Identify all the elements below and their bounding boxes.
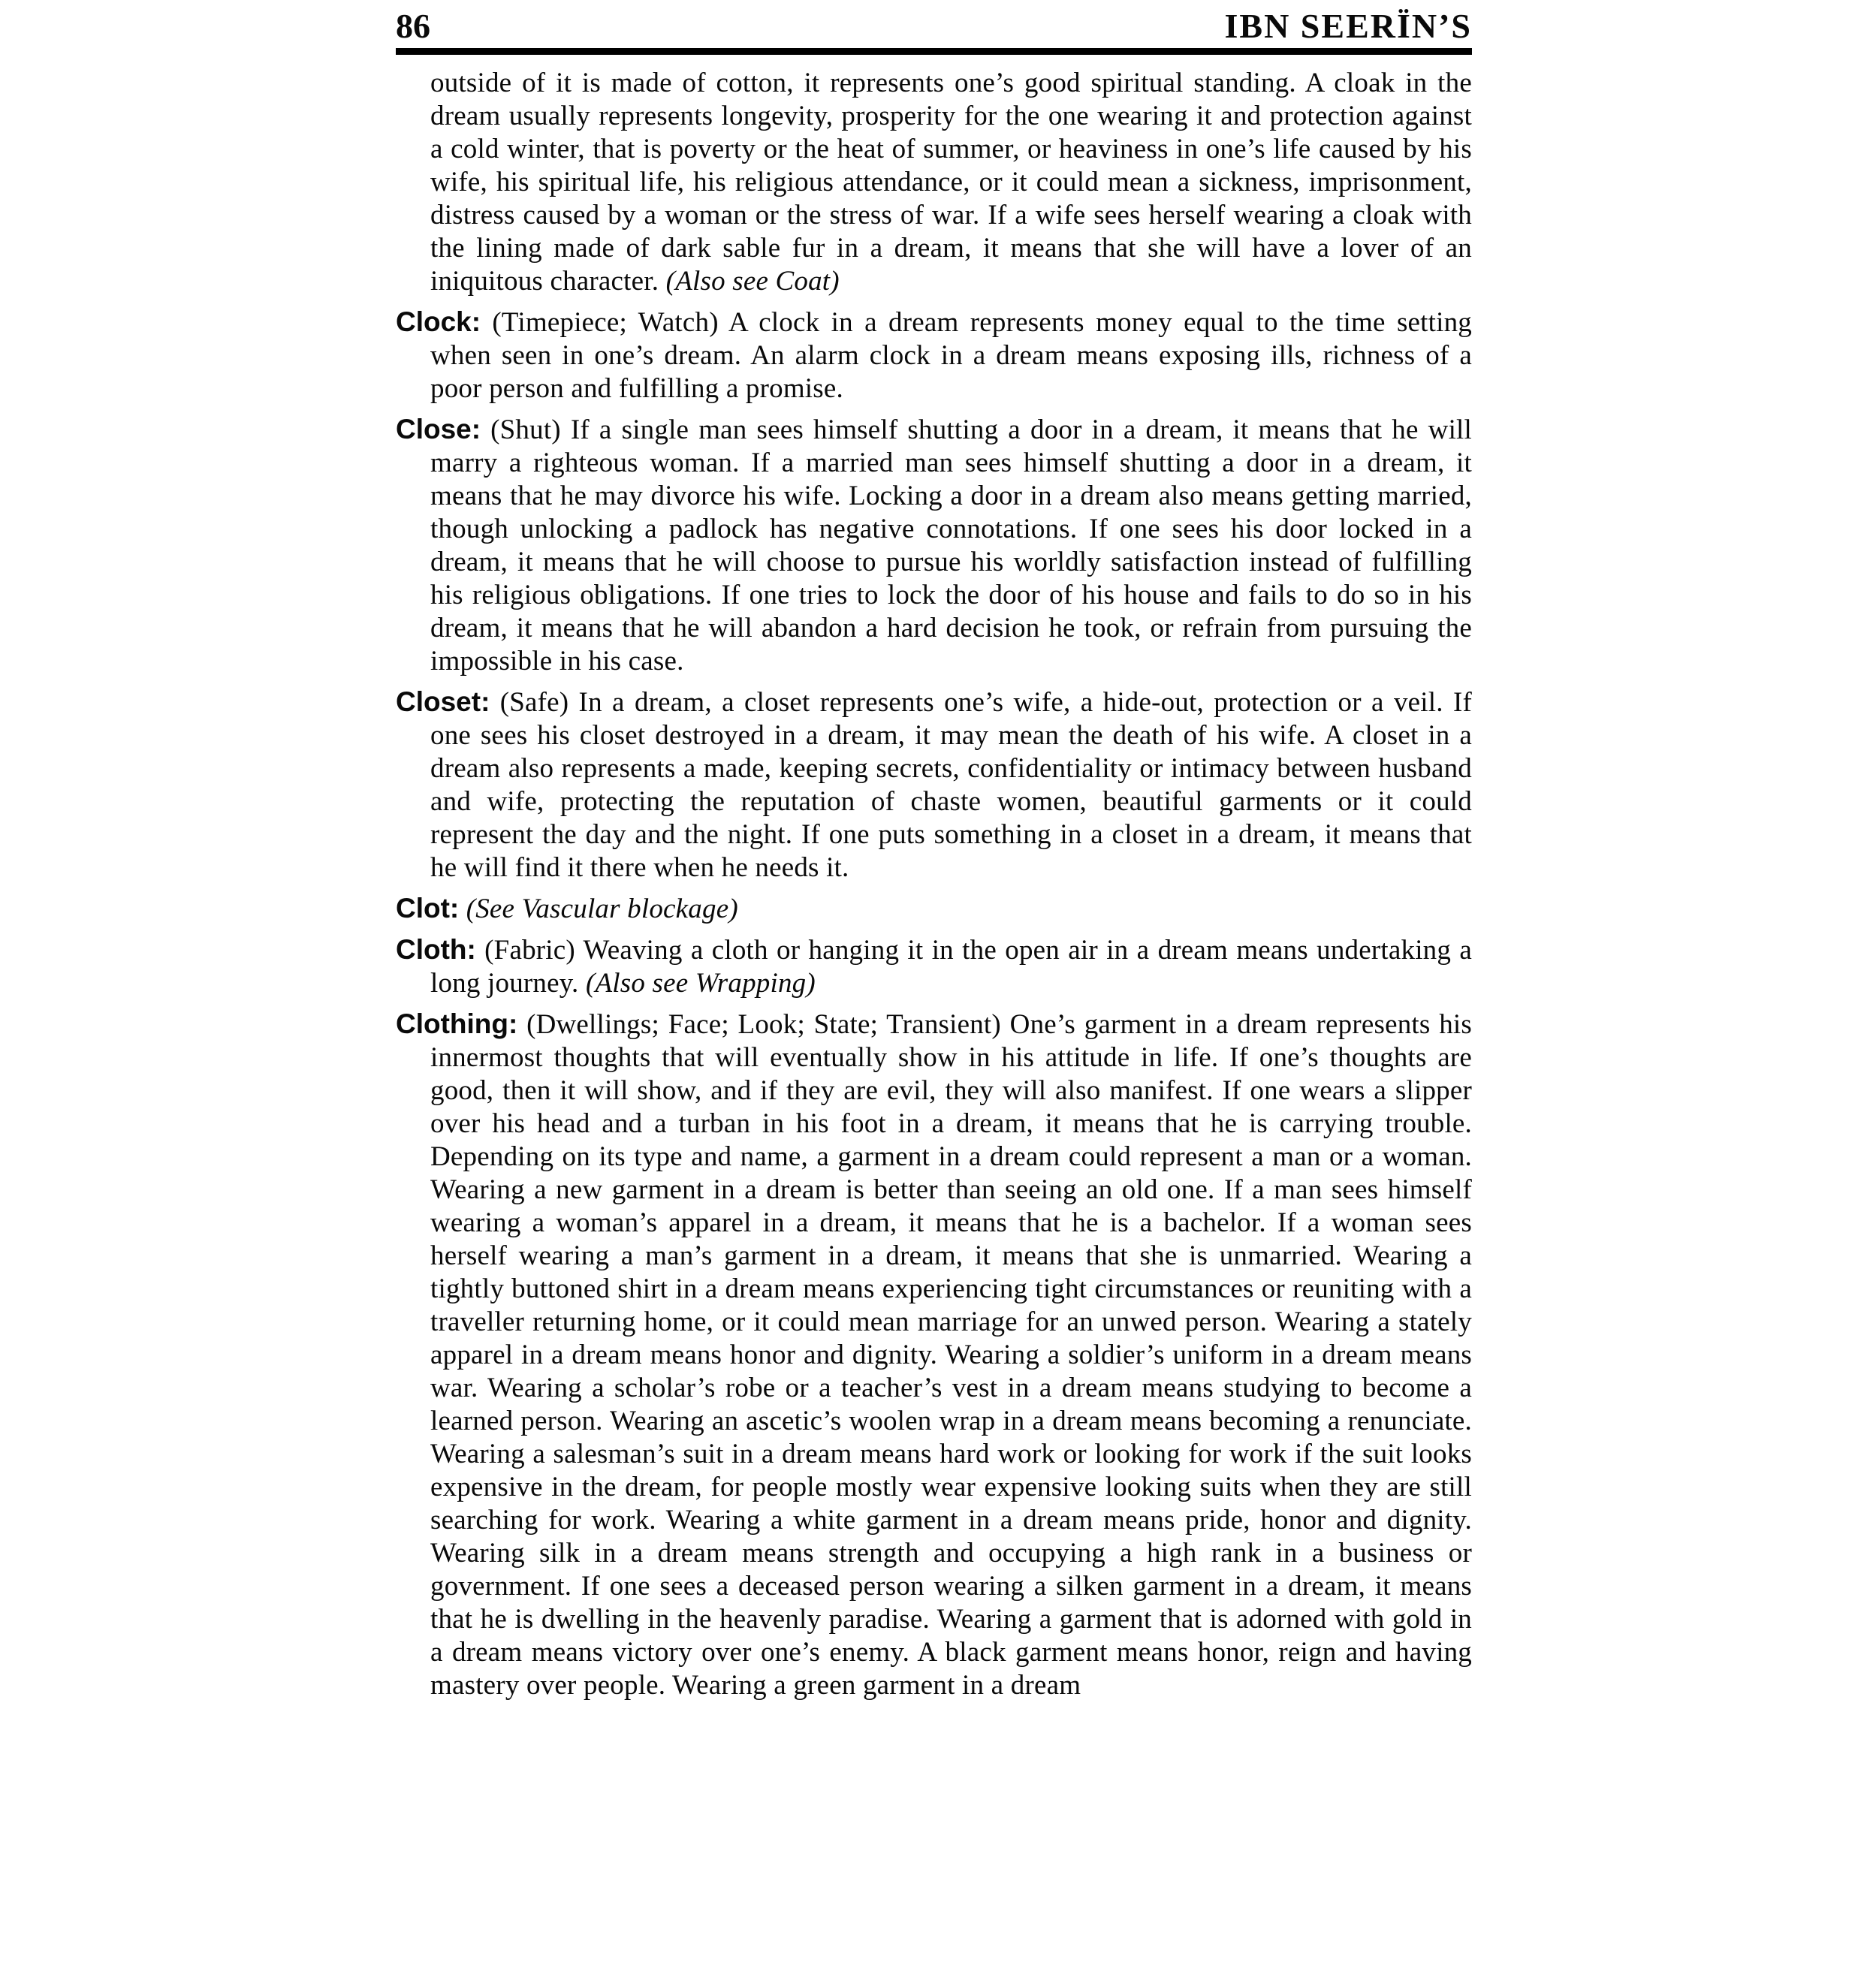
- entry-headword: Clot:: [396, 893, 460, 924]
- entry-clothing: [396, 1008, 1472, 1702]
- running-header-title: IBN SEERÏN’S: [1224, 7, 1472, 45]
- entry-body-text: (Timepiece; Watch) A clock in a dream represents money equal to the time setting when seen in one’s dream. An alarm clock in a dream means exposing ills, richness of a poor person and fulfilling a promise.: [430, 307, 1473, 404]
- entry-body-text: (Fabric) Weaving a cloth or hanging it in the open air in a dream means undertaking a long journey.: [430, 935, 1472, 999]
- entry-body-text: (Dwellings; Face; Look; State; Transient) One’s garment in a dream represents his innermost thoughts that will eventually show in his attitude in life. If one’s thoughts are good, then it will show, and if they are evil, they will also manifest. If one wears a slipper over his head and a turban in his foot in a dream, it means that he is carrying trouble. Depending on its type and name, a garment in a dream could represent a man or a woman. Wearing a new garment in a dream is better than seeing an old one. If a man sees himself wearing a woman’s apparel in a dream, it means that he is a bachelor. If a woman sees herself wearing a man’s garment in a dream, it means that she is unmarried. Wearing a tightly buttoned shirt in a dream means experiencing tight circumstances or reuniting with a traveller returning home, or it could mean marriage for an unwed person. Wearing a stately apparel in a dream means honor and dignity. Wearing a soldier’s uniform in a dream means war. Wearing a scholar’s robe or a teacher’s vest in a dream means studying to become a learned person. Wearing an ascetic’s woolen wrap in a dream means becoming a renunciate. Wearing a salesman’s suit in a dream means hard work or looking for work if the suit looks expensive in the dream, for people mostly wear expensive looking suits when they are still searching for work. Wearing a white garment in a dream means pride, honor and dignity. Wearing silk in a dream means strength and occupying a high rank in a business or government. If one sees a deceased person wearing a silken garment in a dream, it means that he is dwelling in the heavenly paradise. Wearing a garment that is adorned with gold in a dream means victory over one’s enemy. A black garment means honor, reign and having mastery over people. Wearing a green garment in a dream: [430, 1009, 1472, 1701]
- entry-clock: [396, 306, 1472, 405]
- entry-headword: Cloth:: [396, 934, 476, 965]
- entry-cross-reference: (Also see Coat): [665, 266, 840, 297]
- page-number: 86: [396, 7, 430, 45]
- entry-body-text: (Shut) If a single man sees himself shutting a door in a dream, it means that he will marry a righteous woman. If a married man sees himself shutting a door in a dream, it means that he may divorce his wife. Locking a door in a dream also means getting married, though unlocking a padlock has negative connotations. If one sees his door locked in a dream, it means that he will choose to pursue his worldly satisfaction instead of fulfilling his religious obligations. If one tries to lock the door of his house and fails to do so in his dream, it means that he will abandon a hard decision he took, or refrain from pursuing the impossible in his case.: [430, 414, 1473, 677]
- entry-closet: [396, 686, 1472, 885]
- entry-body-text: (Safe) In a dream, a closet represents one’s wife, a hide-out, protection or a veil. If one sees his closet destroyed in a dream, it may mean the death of his wife. A closet in a dream also represents a made, keeping secrets, confidentiality or intimacy between husband and wife, protecting the reputation of chaste women, beautiful garments or it could represent the day and the night. If one puts something in a closet in a dream, it means that he will find it there when he needs it.: [430, 687, 1472, 883]
- header-rule: [396, 48, 1472, 55]
- book-page: [396, 8, 1472, 1710]
- entry-close: [396, 413, 1472, 678]
- entry-cloth: [396, 933, 1472, 1000]
- entry-cloak-continuation: [396, 67, 1472, 298]
- entry-headword: Closet:: [396, 686, 490, 717]
- entry-headword: Close:: [396, 414, 481, 445]
- entry-headword: Clock:: [396, 306, 481, 337]
- entry-cross-reference: (See Vascular blockage): [466, 894, 738, 924]
- page-body: [396, 55, 1472, 1702]
- page-header: [396, 8, 1472, 45]
- entry-body-text: outside of it is made of cotton, it represents one’s good spiritual standing. A cloak in the dream usually represents longevity, prosperity for the one wearing it and protection against a cold winter, that is poverty or the heat of summer, or heaviness in one’s life caused by his wife, his spiritual life, his religious attendance, or it could mean a sickness, imprisonment, distress caused by a woman or the stress of war. If a wife sees herself wearing a cloak with the lining made of dark sable fur in a dream, it means that she will have a lover of an iniquitous character.: [430, 68, 1472, 297]
- entry-cross-reference: (Also see Wrapping): [585, 968, 816, 999]
- entry-headword: Clothing:: [396, 1008, 518, 1039]
- entry-clot: [396, 892, 1472, 926]
